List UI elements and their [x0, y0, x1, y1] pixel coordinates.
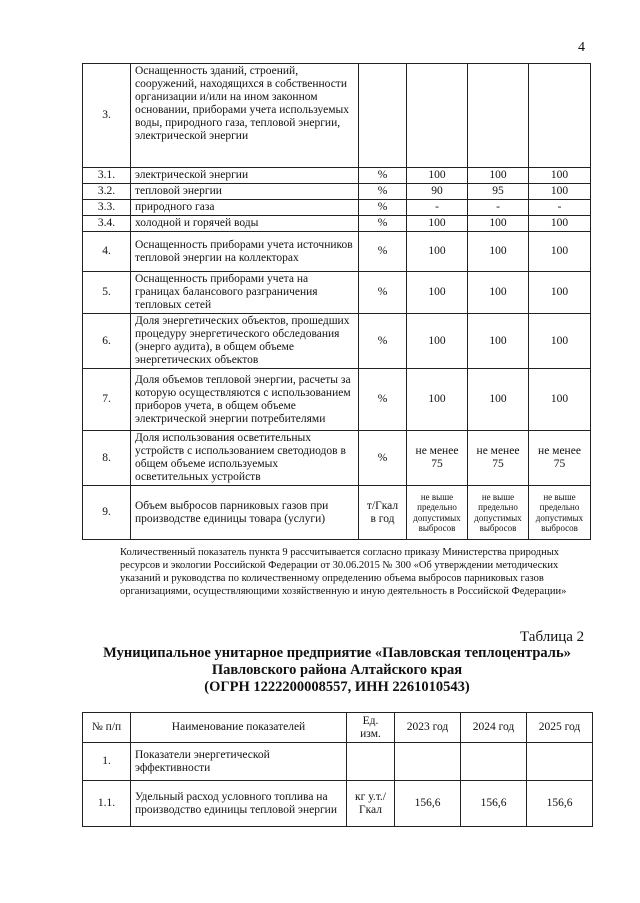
t2-row — [83, 743, 593, 781]
value-2025: 156,6 — [527, 781, 593, 827]
table-header-row — [83, 713, 593, 743]
indicator-name: холодной и горячей воды — [131, 216, 359, 232]
header-unit: Ед. изм. — [347, 713, 395, 743]
indicator-name: Оснащенность приборами учета источников тепловой энергии на коллекторах — [131, 232, 359, 272]
table-2-label: Таблица 2 — [520, 629, 585, 645]
value-2023: не менее 75 — [407, 431, 468, 486]
t1-row — [83, 272, 591, 314]
value-2025: 100 — [529, 232, 591, 272]
value-2023: - — [407, 200, 468, 216]
header-2025: 2025 год — [527, 713, 593, 743]
value-2025: 100 — [529, 369, 591, 431]
row-number: 3.1. — [83, 168, 131, 184]
header-name: Наименование показателей — [131, 713, 347, 743]
unit-cell: % — [359, 369, 407, 431]
unit-cell: % — [359, 314, 407, 369]
row-number: 4. — [83, 232, 131, 272]
value-2025: не менее 75 — [529, 431, 591, 486]
row-number: 3.4. — [83, 216, 131, 232]
footnote: Количественный показатель пункта 9 рассчитывается согласно приказу Министерства природных ресурсов и экологии Российской Федерации от 30.06.2015 № 300 «Об утверждении методических указаний и руководства по количественному определению объема выбросов парниковых газов организациями, осуществляющими хозяйственную и иную деятельность в Российской Федерации» — [120, 547, 567, 597]
value-2024 — [468, 64, 529, 168]
t1-row — [83, 314, 591, 369]
value-2025: 100 — [529, 168, 591, 184]
value-2023: 90 — [407, 184, 468, 200]
row-number: 9. — [83, 486, 131, 540]
unit-cell: % — [359, 184, 407, 200]
row-number: 3.2. — [83, 184, 131, 200]
indicator-name: Удельный расход условного топлива на производство единицы тепловой энергии — [131, 781, 347, 827]
row-number: 3.3. — [83, 200, 131, 216]
value-2023: 100 — [407, 272, 468, 314]
unit-cell: % — [359, 216, 407, 232]
indicator-name: Оснащенность зданий, строений, сооружений, находящихся в собственности организации и/или на ином законном основании, приборами учета используемых воды, природного газа, тепловой энергии, электрической энергии — [131, 64, 359, 168]
row-number: 5. — [83, 272, 131, 314]
organization-title — [82, 645, 592, 696]
value-2024 — [461, 743, 527, 781]
value-2023 — [395, 743, 461, 781]
unit-cell: % — [359, 232, 407, 272]
row-number: 7. — [83, 369, 131, 431]
value-2024: 100 — [468, 232, 529, 272]
t1-row — [83, 184, 591, 200]
value-2023: не выше предельно допустимых выбросов — [407, 486, 468, 540]
page-number: 4 — [578, 40, 585, 55]
value-2025: 100 — [529, 272, 591, 314]
value-2024: не менее 75 — [468, 431, 529, 486]
unit-cell: кг у.т./ Гкал — [347, 781, 395, 827]
t1-row — [83, 431, 591, 486]
value-2023: 100 — [407, 232, 468, 272]
unit-cell: % — [359, 168, 407, 184]
value-2024: 100 — [468, 369, 529, 431]
header-2024: 2024 год — [461, 713, 527, 743]
indicator-name: Показатели энергетической эффективности — [131, 743, 347, 781]
header-num: № п/п — [83, 713, 131, 743]
value-2024: 100 — [468, 168, 529, 184]
value-2025: не выше предельно допустимых выбросов — [529, 486, 591, 540]
t1-row — [83, 168, 591, 184]
indicator-name: Доля энергетических объектов, прошедших процедуру энергетического обследования (энерго аудита), в общем объеме энергетических объектов — [131, 314, 359, 369]
title-line-2: Павловского района Алтайского края — [211, 662, 463, 678]
value-2023: 100 — [407, 216, 468, 232]
indicator-name: Доля использования осветительных устройств с использованием светодиодов в общем объеме используемых осветительных устройств — [131, 431, 359, 486]
indicator-name: Объем выбросов парниковых газов при производстве единицы товара (услуги) — [131, 486, 359, 540]
unit-cell: % — [359, 200, 407, 216]
value-2025: 100 — [529, 216, 591, 232]
value-2024: 100 — [468, 314, 529, 369]
value-2025: 100 — [529, 314, 591, 369]
t1-row — [83, 64, 591, 168]
row-number: 1.1. — [83, 781, 131, 827]
value-2024: 100 — [468, 216, 529, 232]
value-2025: 100 — [529, 184, 591, 200]
t1-row — [83, 216, 591, 232]
row-number: 6. — [83, 314, 131, 369]
unit-cell — [359, 64, 407, 168]
t1-row — [83, 232, 591, 272]
energy-efficiency-table — [82, 712, 593, 827]
value-2024: - — [468, 200, 529, 216]
t1-row — [83, 369, 591, 431]
title-line-1: Муниципальное унитарное предприятие «Павловская теплоцентраль» — [103, 645, 571, 661]
value-2025 — [529, 64, 591, 168]
unit-cell: т/Гкал в год — [359, 486, 407, 540]
value-2023 — [407, 64, 468, 168]
unit-cell: % — [359, 431, 407, 486]
t2-row — [83, 781, 593, 827]
value-2025: - — [529, 200, 591, 216]
value-2024: не выше предельно допустимых выбросов — [468, 486, 529, 540]
indicator-name: природного газа — [131, 200, 359, 216]
indicator-name: электрической энергии — [131, 168, 359, 184]
indicator-name: Доля объемов тепловой энергии, расчеты за которую осуществляются с использованием приборов учета, в общем объеме электрической энергии потребителями — [131, 369, 359, 431]
value-2023: 100 — [407, 314, 468, 369]
value-2024: 100 — [468, 272, 529, 314]
row-number: 1. — [83, 743, 131, 781]
unit-cell — [347, 743, 395, 781]
t1-row — [83, 200, 591, 216]
unit-cell: % — [359, 272, 407, 314]
title-line-3: (ОГРН 1222200008557, ИНН 2261010543) — [204, 679, 470, 695]
value-2024: 156,6 — [461, 781, 527, 827]
value-2023: 100 — [407, 369, 468, 431]
t1-row — [83, 486, 591, 540]
row-number: 8. — [83, 431, 131, 486]
value-2023: 156,6 — [395, 781, 461, 827]
row-number: 3. — [83, 64, 131, 168]
indicator-name: тепловой энергии — [131, 184, 359, 200]
value-2025 — [527, 743, 593, 781]
indicator-name: Оснащенность приборами учета на границах балансового разграничения тепловых сетей — [131, 272, 359, 314]
value-2024: 95 — [468, 184, 529, 200]
header-2023: 2023 год — [395, 713, 461, 743]
indicators-table-continued — [82, 63, 591, 540]
value-2023: 100 — [407, 168, 468, 184]
